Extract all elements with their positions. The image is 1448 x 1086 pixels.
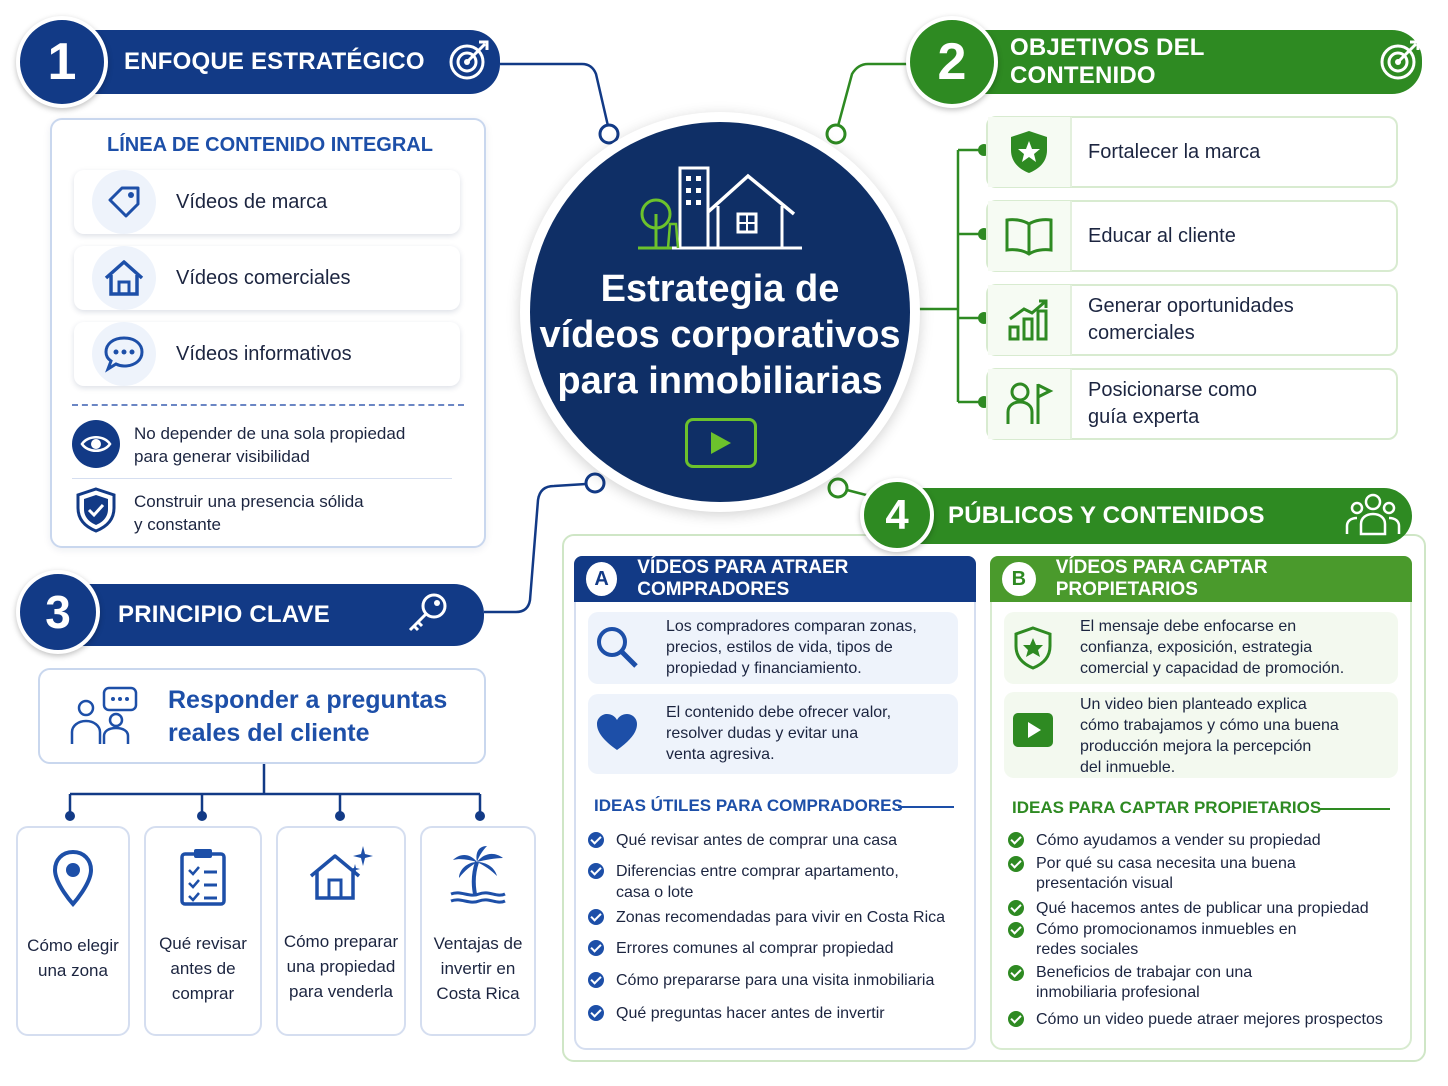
idea-line: Beneficios de trabajar con una xyxy=(1036,964,1253,981)
info-line: Los compradores comparan zonas, xyxy=(666,618,917,635)
note-line: y constante xyxy=(134,515,221,534)
objective-line: Fortalecer la marca xyxy=(1088,140,1261,163)
center-title-line: para inmobiliarias xyxy=(557,360,883,402)
idea-line: Cómo un video puede atraer mejores prospectos xyxy=(1036,1011,1383,1028)
tag-icon xyxy=(92,170,156,234)
content-item-brand xyxy=(74,170,460,234)
section4-badge: 4 xyxy=(860,478,934,552)
topic-card-review xyxy=(144,826,262,1036)
divider xyxy=(898,806,954,808)
topic-card-prepare xyxy=(276,826,406,1036)
owner-idea xyxy=(1008,963,1252,1003)
info-line: precios, estilos de vida, tipos de xyxy=(666,639,893,656)
objective-label xyxy=(1088,223,1236,250)
buyer-idea xyxy=(588,1003,885,1024)
info-text xyxy=(666,702,891,765)
principle-box xyxy=(38,668,486,764)
topic-line: antes de xyxy=(170,959,236,978)
content-item-label: Vídeos comerciales xyxy=(176,266,351,289)
info-line: comercial y capacidad de promoción. xyxy=(1080,660,1345,677)
buyer-idea xyxy=(588,861,899,903)
check-icon xyxy=(588,940,604,956)
objective-label xyxy=(1088,293,1294,347)
topic-line: Ventajas de xyxy=(433,934,523,953)
buyer-idea xyxy=(588,970,934,991)
section4-header xyxy=(900,488,1412,544)
content-item-label: Vídeos informativos xyxy=(176,342,352,365)
buyers-info-compare xyxy=(588,612,958,684)
note-presence xyxy=(134,490,364,536)
topic-line: Costa Rica xyxy=(436,984,520,1003)
shield-check-icon xyxy=(74,486,118,539)
info-line: propiedad y financiamiento. xyxy=(666,660,862,677)
check-icon xyxy=(588,1005,604,1021)
idea-line: Qué preguntas hacer antes de invertir xyxy=(616,1005,885,1022)
owner-idea xyxy=(1008,1009,1383,1030)
idea-line: Errores comunes al comprar propiedad xyxy=(616,940,894,957)
buyer-idea xyxy=(588,907,945,928)
idea-line: casa o lote xyxy=(616,884,694,901)
checklist-icon xyxy=(178,846,228,913)
buyer-idea xyxy=(588,938,893,959)
principle-line: reales del cliente xyxy=(168,719,370,747)
info-line: El contenido debe ofrecer valor, xyxy=(666,704,892,721)
location-pin-icon xyxy=(49,848,97,913)
center-title xyxy=(530,266,910,404)
panel-letter: B xyxy=(1002,562,1036,596)
topic-label xyxy=(27,933,119,983)
note-line: para generar visibilidad xyxy=(134,447,310,466)
content-item-informative xyxy=(74,322,460,386)
principle-line: Responder a preguntas xyxy=(168,686,448,714)
buyers-ideas-title: IDEAS ÚTILES PARA COMPRADORES xyxy=(594,796,903,815)
content-item-label: Vídeos de marca xyxy=(176,190,328,213)
check-icon xyxy=(1008,965,1024,981)
content-line-title: LÍNEA DE CONTENIDO INTEGRAL xyxy=(107,134,433,156)
topic-line: una propiedad xyxy=(286,957,396,976)
panel-letter: A xyxy=(586,562,617,596)
target-icon xyxy=(447,38,491,87)
owners-info-message xyxy=(1004,612,1398,684)
principle-text xyxy=(168,684,447,750)
guide-flag-icon xyxy=(988,369,1072,439)
idea-line: Cómo ayudamos a vender su propiedad xyxy=(1036,832,1321,849)
panel-buyers-title: VÍDEOS PARA ATRAER COMPRADORES xyxy=(637,557,849,600)
idea-line: Zonas recomendadas para vivir en Costa Rica xyxy=(616,909,946,926)
idea-line: presentación visual xyxy=(1036,875,1173,892)
content-item-commercial xyxy=(74,246,460,310)
info-text xyxy=(666,616,917,679)
check-icon xyxy=(1008,856,1024,872)
info-line: Un video bien planteado explica xyxy=(1080,696,1307,713)
topic-line: invertir en xyxy=(440,959,516,978)
objective-line: Educar al cliente xyxy=(1088,224,1236,247)
idea-line: Cómo prepararse para una visita inmobiliaria xyxy=(616,972,935,989)
note-line: Construir una presencia sólida xyxy=(134,492,364,511)
key-icon xyxy=(404,590,450,641)
idea-line: inmobiliaria profesional xyxy=(1036,984,1200,1001)
idea-line: Por qué su casa necesita una buena xyxy=(1036,855,1296,872)
topic-label xyxy=(434,931,523,1006)
section1-title: ENFOQUE ESTRATÉGICO xyxy=(124,48,425,75)
section2-header xyxy=(956,30,1422,94)
section1-badge: 1 xyxy=(16,16,108,108)
topic-line: una zona xyxy=(38,961,108,980)
house-icon xyxy=(92,246,156,310)
panel-owners-header xyxy=(990,556,1412,602)
owner-idea xyxy=(1008,830,1321,851)
check-icon xyxy=(1008,900,1024,916)
idea-line: Qué hacemos antes de publicar una propiedad xyxy=(1036,900,1369,917)
owners-info-video xyxy=(1004,692,1398,778)
info-line: confianza, exposición, estrategia xyxy=(1080,639,1313,656)
info-line: producción mejora la percepción xyxy=(1080,738,1312,755)
idea-line: redes sociales xyxy=(1036,941,1139,958)
check-icon xyxy=(588,972,604,988)
section3-header xyxy=(56,584,484,646)
center-title-line: vídeos corporativos xyxy=(539,314,901,356)
owner-idea xyxy=(1008,854,1296,894)
target-icon xyxy=(1378,38,1422,87)
objective-educate xyxy=(986,200,1398,272)
objective-line: comerciales xyxy=(1088,322,1195,344)
info-line: El mensaje debe enfocarse en xyxy=(1080,618,1297,635)
check-icon xyxy=(1008,832,1024,848)
info-text xyxy=(1080,616,1344,679)
check-icon xyxy=(588,909,604,925)
owner-idea xyxy=(1008,920,1297,960)
check-icon xyxy=(1008,1011,1024,1027)
section2-title: OBJETIVOS DEL CONTENIDO xyxy=(1010,34,1205,89)
info-text xyxy=(1080,694,1339,778)
idea-line: Diferencias entre comprar apartamento, xyxy=(616,863,899,880)
objective-brand xyxy=(986,116,1398,188)
owner-idea xyxy=(1008,898,1369,919)
palm-tree-icon xyxy=(447,844,509,909)
section3-badge: 3 xyxy=(16,570,100,654)
people-question-icon xyxy=(68,686,140,753)
heart-icon xyxy=(588,694,646,752)
objective-guide xyxy=(986,368,1398,440)
section1-header xyxy=(60,30,500,94)
video-play-icon xyxy=(1004,692,1062,748)
buyer-idea xyxy=(588,830,897,851)
topic-line: para venderla xyxy=(289,982,393,1001)
topic-card-zone xyxy=(16,826,130,1036)
check-icon xyxy=(588,863,604,879)
objective-line: Posicionarse como xyxy=(1088,379,1257,401)
note-visibility xyxy=(134,422,405,468)
objective-line: guía experta xyxy=(1088,406,1200,428)
owners-ideas-title: IDEAS PARA CAPTAR PROPIETARIOS xyxy=(1012,798,1322,817)
book-icon xyxy=(988,201,1072,271)
panel-owners-title: VÍDEOS PARA CAPTAR PROPIETARIOS xyxy=(1055,557,1268,600)
topic-line: comprar xyxy=(171,984,235,1003)
buyers-info-value xyxy=(588,694,958,774)
divider xyxy=(72,404,464,406)
play-icon xyxy=(685,418,757,468)
topic-line: Cómo elegir xyxy=(27,936,119,955)
objective-label xyxy=(1088,377,1257,431)
section4-title: PÚBLICOS Y CONTENIDOS xyxy=(948,502,1265,529)
center-circle xyxy=(530,122,910,502)
objective-opportunities xyxy=(986,284,1398,356)
objective-line: Generar oportunidades xyxy=(1088,295,1294,317)
shield-star-icon xyxy=(1004,612,1062,670)
buildings-house-icon xyxy=(636,162,806,257)
topic-card-invest xyxy=(420,826,536,1036)
info-line: venta agresiva. xyxy=(666,746,775,763)
info-line: cómo trabajamos y cómo una buena xyxy=(1080,717,1339,734)
topic-line: Cómo preparar xyxy=(283,932,399,951)
section3-title: PRINCIPIO CLAVE xyxy=(118,601,330,628)
note-line: No depender de una sola propiedad xyxy=(134,424,406,443)
sparkle-house-icon xyxy=(307,844,375,907)
chat-bubble-icon xyxy=(92,322,156,386)
objective-label xyxy=(1088,139,1260,166)
people-group-icon xyxy=(1345,492,1401,541)
info-line: resolver dudas y evitar una xyxy=(666,725,859,742)
topic-line: Qué revisar xyxy=(159,934,247,953)
center-title-line: Estrategia de xyxy=(600,268,840,310)
idea-line: Cómo promocionamos inmuebles en xyxy=(1036,921,1297,938)
check-icon xyxy=(1008,922,1024,938)
shield-star-icon xyxy=(988,117,1072,187)
growth-chart-icon xyxy=(988,285,1072,355)
magnifier-icon xyxy=(588,612,646,670)
section2-badge: 2 xyxy=(906,16,998,108)
idea-line: Qué revisar antes de comprar una casa xyxy=(616,832,898,849)
eye-icon xyxy=(72,420,120,468)
divider xyxy=(72,478,452,479)
check-icon xyxy=(588,832,604,848)
panel-buyers-header xyxy=(574,556,976,602)
divider xyxy=(1318,808,1390,810)
info-line: del inmueble. xyxy=(1080,759,1176,776)
topic-label xyxy=(284,929,398,1004)
topic-label xyxy=(159,931,247,1006)
